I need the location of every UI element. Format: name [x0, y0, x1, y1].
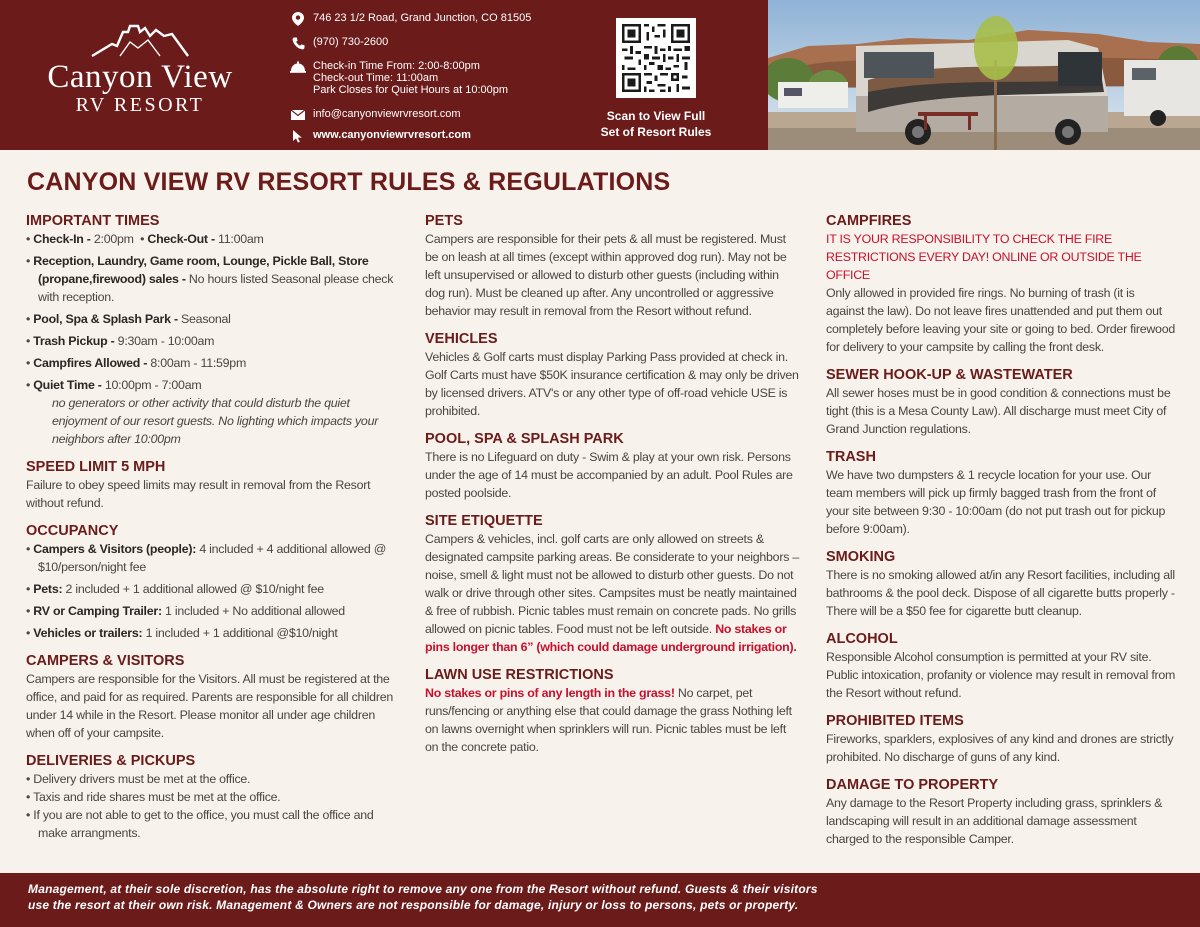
checkin-row — [290, 60, 508, 96]
occupancy-list — [26, 540, 396, 642]
cursor-icon — [290, 129, 306, 143]
list-item: • Check-In - 2:00pm • Check-Out - 11:00am — [26, 232, 264, 246]
quiet-time-note: no generators or other activity that could disturb the quiet enjoyment of our resort guests. No lighting which impacts your neighbors after 10:00pm — [52, 396, 379, 446]
address-text: 746 23 1/2 Road, Grand Junction, CO 81505 — [313, 12, 532, 24]
section-text: Responsible Alcohol consumption is permitted at your RV site. Public intoxication, profanity or violence may result in removal from the Resort without refund. — [826, 650, 1176, 700]
section-heading: PETS — [425, 213, 463, 229]
section-speed-limit — [26, 458, 396, 512]
section-heading: VEHICLES — [425, 331, 498, 347]
section-heading: LAWN USE RESTRICTIONS — [425, 667, 614, 683]
section-important-times — [26, 212, 396, 448]
section-text: Campers & vehicles, incl. golf carts are only allowed on streets & designated campsite parking areas. Be considerate to your neighbors – noise, smell & light must not be allowed to disturb other guests. Do not walk or drive through other sites. Campsites must be neatly maintained & free of rubbish. Picnic tables must remain on concrete pads. No grills allowed on picnic tables. Food must not be left outside. No stakes or pins longer than 6” (which could damage underground irrigation). — [425, 532, 799, 654]
list-item: • Quiet Time - 10:00pm - 7:00am no generators or other activity that could disturb the quiet enjoyment of our resort guests. No lighting which impacts your neighbors after 10:00pm — [26, 376, 396, 448]
list-item: • If you are not able to get to the office, you must call the office and make arrangments. — [26, 808, 374, 840]
section-campers-visitors — [26, 652, 396, 742]
list-item: • RV or Camping Trailer: 1 included + No additional allowed — [26, 604, 345, 618]
list-item: • Trash Pickup - 9:30am - 10:00am — [26, 334, 215, 348]
phone-icon — [290, 36, 306, 50]
column-right — [826, 212, 1176, 858]
section-heading: POOL, SPA & SPLASH PARK — [425, 431, 624, 447]
footer-disclaimer — [0, 873, 1200, 927]
section-deliveries — [26, 752, 396, 842]
section-heading: TRASH — [826, 449, 876, 465]
section-heading: SITE ETIQUETTE — [425, 513, 543, 529]
warning-text: IT IS YOUR RESPONSIBILITY TO CHECK THE FIRE RESTRICTIONS EVERY DAY! ONLINE OR OUTSIDE THE OFFICE — [826, 232, 1142, 282]
section-text: Fireworks, sparklers, explosives of any kind and drones are strictly prohibited. No discharge of guns of any kind. — [826, 732, 1174, 764]
header-banner — [0, 0, 1200, 150]
section-lawn-use — [425, 666, 800, 756]
email-row[interactable] — [290, 108, 461, 122]
checkin-text: Check-in Time From: 2:00-8:00pm Check-out Time: 11:00am Park Closes for Quiet Hours at 10:00pm — [313, 60, 509, 96]
important-times-list — [26, 230, 396, 448]
list-item: • Delivery drivers must be met at the office. — [26, 772, 251, 786]
section-heading: DAMAGE TO PROPERTY — [826, 777, 999, 793]
warning-text: No stakes or pins longer than 6” (which could damage underground irrigation). — [425, 622, 797, 654]
section-campfires — [826, 212, 1176, 356]
section-text: Only allowed in provided fire rings. No burning of trash (it is against the law). Do not leave fires unattended and put them out completely before leaving your site or going to bed. Order firewood for delivery to your campsite by calling the front desk. — [826, 286, 1175, 354]
phone-row[interactable] — [290, 36, 388, 50]
column-middle — [425, 212, 800, 766]
section-heading: PROHIBITED ITEMS — [826, 713, 964, 729]
section-text: There is no Lifeguard on duty - Swim & play at your own risk. Persons under the age of 14 must be accompanied by an adult. Pool Rules are posted poolside. — [425, 450, 793, 500]
section-occupancy — [26, 522, 396, 642]
phone-text: (970) 730-2600 — [313, 36, 389, 48]
section-pool — [425, 430, 800, 502]
rv-photo — [768, 0, 1200, 150]
section-text: There is no smoking allowed at/in any Resort facilities, including all bathrooms & the pool deck. Dispose of all cigarette butts properly - There will be a $50 fee for cigarette butt cleanup. — [826, 568, 1175, 618]
section-text: All sewer hoses must be in good condition & connections must be tight (this is a Mesa County Law). All discharge must meet City of Grand Junction regulations. — [826, 386, 1171, 436]
section-damage — [826, 776, 1176, 848]
section-prohibited-items — [826, 712, 1176, 766]
deliveries-list — [26, 770, 396, 842]
column-left — [26, 212, 396, 852]
bell-icon — [290, 60, 306, 74]
logo-subtitle: RV RESORT — [75, 94, 205, 116]
section-heading: OCCUPANCY — [26, 523, 119, 539]
address-row — [290, 12, 531, 26]
qr-code[interactable] — [616, 18, 696, 98]
resort-logo — [40, 22, 240, 132]
section-site-etiquette — [425, 512, 800, 656]
section-heading: SMOKING — [826, 549, 896, 565]
section-pets — [425, 212, 800, 320]
list-item: • Pool, Spa & Splash Park - Seasonal — [26, 312, 231, 326]
section-text: No stakes or pins of any length in the grass! No carpet, pet runs/fencing or anything else that could damage the grass Nothing left on lawns overnight when sprinklers will run. Picnic tables must be left on the concrete patio. — [425, 686, 792, 754]
section-heading: SEWER HOOK-UP & WASTEWATER — [826, 367, 1073, 383]
section-trash — [826, 448, 1176, 538]
list-item: • Vehicles or trailers: 1 included + 1 additional @$10/night — [26, 626, 338, 640]
section-sewer — [826, 366, 1176, 438]
section-heading: IMPORTANT TIMES — [26, 213, 160, 229]
website-row[interactable] — [290, 129, 471, 143]
warning-text: No stakes or pins of any length in the grass! — [425, 686, 675, 700]
section-text: We have two dumpsters & 1 recycle location for your use. Our team members will pick up firmly bagged trash from the front of your site between 9:30 - 10:00am (do not put trash out for pickup before 9:00am). — [826, 468, 1166, 536]
section-alcohol — [826, 630, 1176, 702]
section-heading: CAMPERS & VISITORS — [26, 653, 185, 669]
list-item: • Campers & Visitors (people): 4 included + 4 additional allowed @ $10/person/night fee — [26, 542, 387, 574]
list-item: • Pets: 2 included + 1 additional allowed @ $10/night fee — [26, 582, 324, 596]
section-heading: CAMPFIRES — [826, 213, 912, 229]
list-item: • Taxis and ride shares must be met at the office. — [26, 790, 281, 804]
section-heading: ALCOHOL — [826, 631, 898, 647]
mesa-logo-icon — [90, 22, 190, 58]
section-heading: DELIVERIES & PICKUPS — [26, 753, 196, 769]
section-text: Vehicles & Golf carts must display Parking Pass provided at check in. Golf Carts must have $50K insurance certification & may only be driven by licensed drivers. ATV's or any other type of off-road vehicle USE is prohibited. — [425, 350, 799, 418]
section-text: Campers are responsible for their pets & all must be registered. Must be on leash at all times (except within approved dog run). May not be left unsupervised or allowed to disturb other guests (including within dog run). Must be cleaned up after. Any uncontrolled or aggressive behavior may result in removal from the Resort without refund. — [425, 232, 787, 318]
envelope-icon — [290, 108, 306, 122]
qr-caption: Scan to View Full Set of Resort Rules — [600, 109, 712, 139]
section-text: Campers are responsible for the Visitors. All must be registered at the office, and paid for as required. Parents are responsible for all children under 14 while in the Resort. Please monitor all under age children when off of your campsite. — [26, 672, 393, 740]
section-vehicles — [425, 330, 800, 420]
location-pin-icon — [290, 12, 306, 26]
page-title: CANYON VIEW RV RESORT RULES & REGULATIONS — [27, 168, 671, 196]
disclaimer-text: Management, at their sole discretion, has the absolute right to remove any one from the Resort without refund. Guests & their visitors use the resort at their own risk. Management & Owners are not responsible for damage, injury or loss to persons, pets or property. — [28, 882, 818, 912]
section-smoking — [826, 548, 1176, 620]
section-heading: SPEED LIMIT 5 MPH — [26, 459, 166, 475]
section-text: Failure to obey speed limits may result in removal from the Resort without refund. — [26, 478, 371, 510]
list-item: • Reception, Laundry, Game room, Lounge, Pickle Ball, Store (propane,firewood) sales - No hours listed Seasonal please check with reception. — [26, 254, 394, 304]
qr-code-icon — [622, 24, 690, 92]
list-item: • Campfires Allowed - 8:00am - 11:59pm — [26, 356, 247, 370]
website-link: www.canyonviewrvresort.com — [313, 129, 471, 141]
logo-title: Canyon View — [47, 59, 233, 95]
section-text: Any damage to the Resort Property including grass, sprinklers & landscaping will result in an additional damage assessment charged to the responsible Camper. — [826, 796, 1163, 846]
email-text: info@canyonviewrvresort.com — [313, 108, 461, 120]
